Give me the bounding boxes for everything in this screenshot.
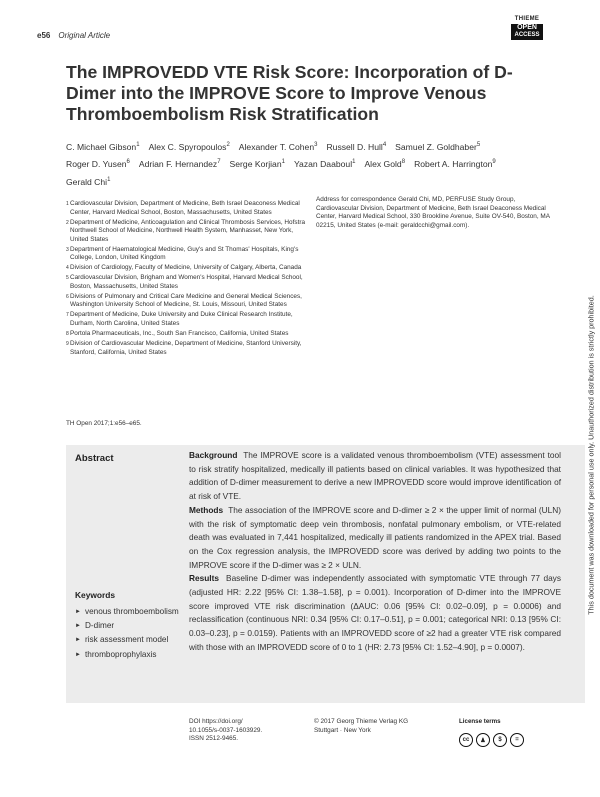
affiliation-text: Portola Pharmaceuticals, Inc., South San Francisco, California, United States (70, 330, 289, 338)
author-affiliation-marker: 1 (352, 159, 356, 166)
author-name: Alexander T. Cohen (238, 141, 315, 152)
by-icon: ♟ (476, 733, 490, 747)
nd-icon: = (510, 733, 524, 747)
background-label: Background (189, 450, 238, 460)
author-list (66, 138, 536, 190)
author-affiliation-marker: 1 (281, 159, 285, 166)
affiliation-number: 9 (66, 341, 69, 348)
author (294, 155, 355, 172)
issn: ISSN 2512-9465. (189, 735, 239, 743)
author-name: Alex C. Spyropoulos (148, 141, 227, 152)
abstract-methods (189, 504, 561, 573)
bullet-icon: ► (75, 623, 81, 630)
page-number: e56 (37, 31, 51, 40)
author-affiliation-marker: 6 (126, 159, 130, 166)
correspondence-label: Address for correspondence (316, 196, 397, 203)
author (66, 173, 110, 190)
author (230, 155, 285, 172)
author (149, 138, 230, 155)
author-name: Gerald Chi (66, 176, 108, 187)
author (66, 138, 140, 155)
affiliation-item (66, 311, 306, 328)
affiliation-text: Divisions of Pulmonary and Critical Care Medicine and General Medical Sciences, Washington University School of Medicine, St. Louis, Missouri, United States (70, 292, 302, 309)
affiliation-text: Division of Cardiology, Faculty of Medicine, University of Calgary, Alberta, Canada (70, 264, 302, 272)
doi-label: DOI (189, 718, 201, 725)
author-affiliation-marker: 9 (492, 159, 496, 166)
author-affiliation-marker: 7 (217, 159, 221, 166)
author (395, 138, 480, 155)
affiliation-text: Department of Medicine, Anticoagulation and Clinical Thrombosis Services, Hofstra Northwell School of Medicine, Northwell Health System, Manhasset, New York, United States (70, 218, 306, 243)
author (414, 155, 496, 172)
background-text: The IMPROVE score is a validated venous thromboembolism (VTE) assessment tool to risk stratify hospitalized, medically ill patients based on clinical variables. It was hypothesized that addition of D-dimer measurement to derive a new IMPROVEDD score would improve identification of at risk of VTE. (189, 450, 561, 502)
author-affiliation-marker: 1 (136, 142, 140, 148)
affiliations (66, 200, 306, 357)
results-label: Results (189, 573, 219, 584)
copyright-block (314, 718, 408, 735)
author (139, 155, 221, 172)
abstract-background (189, 449, 561, 504)
bullet-icon: ► (75, 609, 81, 615)
affiliation-text: Department of Medicine, Duke University and Duke Clinical Research Institute, Durham, North Carolina, United States (70, 311, 293, 328)
affiliation-text: Cardiovascular Division, Brigham and Women's Hospital, Harvard Medical School, Boston, Massachusetts, United States (70, 274, 303, 290)
cc-icon: cc (459, 733, 473, 747)
side-note-wrapper (582, 200, 600, 710)
results-text: Baseline D-dimer was independently associated with symptomatic VTE through 77 days (adjusted HR: 2.22 [95% CI: 1.38–1.58], p = 0.001). Incorporation of D-dimer into the IMPROVE score improved VTE risk discrimination (ΔAUC: 0.06 [95% CI: 0.02–0.09], p = 0.0006) and reclassification (continuous NRI: 0.34 [95% CI: 0.17–0.51], p = 0.001; categorical NRI: 0.13 [95% CI: 0.03–0.23], p = 0.0159). Patients with an IMPROVEDD score of ≥2 had a greater VTE risk compared with those with an IMPROVEDD score of 0 to 1 (HR: 2.73 [95% CI: 1.52–4.90], p = 0.0007). (189, 573, 561, 652)
abstract-body (189, 449, 561, 655)
author-name: Adrian F. Hernandez (138, 159, 218, 170)
abstract-heading: Abstract (75, 453, 114, 464)
author (239, 138, 318, 155)
author-affiliation-marker: 3 (314, 142, 318, 148)
page-header (37, 31, 110, 40)
keyword-item (75, 619, 185, 633)
author-affiliation-marker: 8 (401, 159, 406, 166)
affiliation-text: Division of Cardiovascular Medicine, Department of Medicine, Stanford University, Stanford, California, United States (70, 340, 302, 356)
author-affiliation-marker: 5 (476, 142, 481, 148)
methods-text: The association of the IMPROVE score and D-dimer ≥ 2 × the upper limit of normal (ULN) with the risk of symptomatic deep vein thrombosis, nonfatal pulmonary embolism, or VTE-related death was evaluated in 7,441 hospitalized, medically ill patients randomized in the APEX trial. Based on the Cox regression analysis, the IMPROVEDD score was derived by adding two points to the IMPROVE score if the D-dimer was ≥ 2 × ULN. (189, 504, 561, 570)
affiliation-item (66, 246, 306, 263)
bullet-icon: ► (75, 637, 81, 644)
author-name: Yazan Daaboul (293, 159, 353, 170)
logo-line-1: THIEME (514, 16, 540, 22)
keyword-item (75, 605, 185, 619)
doi-block (189, 718, 262, 744)
author-name: C. Michael Gibson (66, 141, 137, 152)
author-affiliation-marker: 2 (226, 142, 230, 148)
affiliation-number: 8 (66, 331, 69, 338)
affiliation-item (66, 200, 306, 217)
author (364, 155, 405, 172)
author (66, 155, 130, 172)
affiliation-number: 6 (66, 293, 69, 300)
affiliation-item (66, 293, 306, 310)
keyword-text: venous thromboembolism (85, 607, 179, 616)
side-note: This document was downloaded for personal use only. Unauthorized distribution is strictly prohibited. (586, 295, 596, 615)
affiliation-item (66, 340, 306, 357)
citation: TH Open 2017;1:e56–e65. (66, 420, 142, 427)
author-name: Roger D. Yusen (66, 159, 127, 170)
keyword-text: D-dimer (85, 621, 115, 631)
correspondence-text: Gerald Chi, MD, PERFUSE Study Group, Cardiovascular Division, Department of Medicine, Beth Israel Deaconess Medical Center, Harvard Medical School, 330 Brookline Avenue, Suite OV-540, Boston, MA 02215, United States (e-mail: geraldcchi@gmail.com). (316, 196, 550, 229)
keywords-list (75, 605, 185, 662)
author-name: Robert A. Harrington (414, 159, 493, 170)
author-affiliation-marker: 1 (107, 176, 111, 183)
section-label: Original Article (58, 31, 111, 40)
author-name: Serge Korjian (229, 159, 282, 170)
author-affiliation-marker: 4 (382, 142, 387, 148)
affiliation-text: Cardiovascular Division, Department of Medicine, Beth Israel Deaconess Medical Center, Harvard Medical School, Boston, Massachusetts, United States (70, 200, 300, 216)
bullet-icon: ► (75, 651, 81, 658)
affiliation-number: 7 (66, 312, 69, 319)
license-icons[interactable] (459, 733, 524, 747)
nc-icon: $ (493, 733, 507, 747)
affiliation-number: 4 (66, 265, 69, 272)
logo-line-2: OPEN (511, 24, 543, 33)
affiliation-number: 3 (66, 246, 69, 253)
logo-line-3: ACCESS (511, 32, 543, 40)
keyword-text: thromboprophylaxis (85, 649, 157, 659)
copyright-line-2: Stuttgart · New York (314, 726, 371, 734)
affiliation-item (66, 264, 306, 273)
correspondence (316, 196, 556, 230)
author (326, 138, 386, 155)
author-name: Samuel Z. Goldhaber (395, 141, 477, 152)
license-label: License terms (459, 718, 501, 725)
keywords-heading: Keywords (75, 590, 116, 600)
affiliation-item (66, 330, 306, 339)
affiliation-item (66, 274, 306, 291)
doi-line-2[interactable]: 10.1055/s-0037-1603929. (189, 726, 263, 734)
author-name: Russell D. Hull (326, 141, 383, 152)
copyright-line-1: © 2017 Georg Thieme Verlag KG (314, 718, 409, 725)
affiliation-item (66, 219, 306, 245)
doi-link[interactable]: https://doi.org/ (202, 718, 243, 725)
abstract-results (189, 572, 561, 654)
affiliation-number: 1 (66, 201, 69, 207)
methods-label: Methods (189, 504, 224, 515)
affiliation-number: 2 (66, 219, 69, 226)
keyword-item (75, 648, 185, 662)
thieme-open-access-logo (511, 16, 543, 40)
author-name: Alex Gold (364, 159, 402, 170)
keyword-text: risk assessment model (85, 635, 169, 645)
article-title: The IMPROVEDD VTE Risk Score: Incorporation of D-Dimer into the IMPROVE Score to Improve Venous Thromboembolism Risk Stratification (66, 62, 513, 124)
affiliation-number: 5 (66, 275, 69, 282)
affiliation-text: Department of Haematological Medicine, Guy's and St Thomas' Hospitals, King's College, London, United Kingdom (70, 245, 299, 262)
keyword-item (75, 633, 185, 647)
